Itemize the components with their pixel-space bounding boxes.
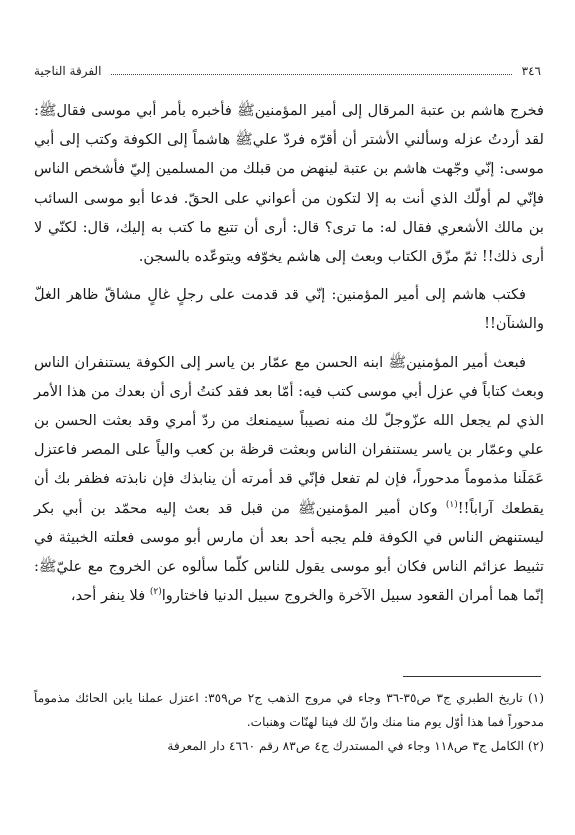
paragraph-3 (34, 348, 544, 611)
footnote-2: (٢) الكامل ج٣ ص١١٨ وجاء في المستدرك ج٤ ص٨٣ رقم ٤٦٦٠ دار المعرفة (167, 739, 544, 753)
paragraph-2: فكتب هاشم إلى أمير المؤمنين: إنّي قد قدمت على رجلٍ غالٍ مشاقّ ظاهر الغلّ والشنآن!! (34, 286, 544, 333)
header-dot-leader (111, 74, 511, 75)
footnote-ref-1: (١) (445, 499, 458, 510)
running-title: الفرقة الناجية (34, 64, 102, 78)
paragraph-1: فخرج هاشم بن عتبة المرقال إلى أمير المؤمنينﷺ فأخبره بأمر أبي موسى فقالﷺ: لقد أردتُ عزله وسألني الأشتر أن أقرّه فردّ عليﷺ هاشماً إلى الكوفة وكتب إلى أبي موسى: إنّي وجّهت هاشم بن عتبة لينهض من قبلك من المسلمين إليّ فأشخص الناس فإنّي لم أولّك الذي أنت به إلا لتكون من أعواني على الحقّ. فدعا أبو موسى السائب بن مالك الأشعري فقال له: ما ترى؟ قال: أرى أن تتبع ما كتب به إليك، قال: لكنّي لا أرى ذلك!! ثمّ مزّق الكتاب وبعث إلى هاشم يخوّفه ويتوعّده بالسجن. (34, 102, 544, 266)
paragraph-3-continued: وكان أمير المؤمنينﷺ من قبل قد بعث إليه محمّد بن أبي بكر ليستنهض الناس في الكوفة فلم يجبه أحد بعد أن مارس أبو موسى فعلته الخبيثة في تثبيط عزائم الناس فكان أبو موسى يقول للناس كلّما سألوه عن الخروج مع عليّﷺ: إنّما هما أمران القعود سبيل الآخرة والخروج سبيل الدنيا فاختاروا (34, 499, 544, 605)
paragraph-3-text: فبعث أمير المؤمنينﷺ ابنه الحسن مع عمّار بن ياسر إلى الكوفة يستنفران الناس وبعث كتاباً في عزل أبي موسى كتب فيه: أمّا بعد فقد كنتُ أرى أن بعدك من هذا الأمر الذي لم يجعل الله عزّوجلّ لك منه نصيباً سيمنعك من ردّ أمري وقد بعثت الحسن بن علي وعمّار بن ياسر يستنفران الناس وبعثت قرظة بن كعب والياً على المصر فاعتزل عَمَلَنا مذموماً مدحوراً، فإن لم تفعل فإنّي قد أمرته أن ينابذك فإن نابذته فظفر بك أن يقطعك آراباً!! (34, 353, 544, 517)
footnote-1: (١) تاريخ الطبري ج٣ ص٣٥-٣٦ وجاء في مروج الذهب ج٢ ص٣٥٩: اعتزل عملنا يابن الحائك مذموماً مدحوراً فما هذا أوّل يوم منا منك وانّ لك فينا لهنّات وهنبات. (34, 691, 545, 729)
footnote-separator (403, 676, 541, 677)
page-header (34, 64, 541, 78)
main-text (34, 96, 544, 610)
footnotes (34, 686, 544, 758)
footnote-ref-2: (٢) (149, 587, 162, 598)
paragraph-3-end: فلا ينفر أحد، (70, 587, 150, 605)
page-number: ٣٤٦ (521, 64, 541, 78)
